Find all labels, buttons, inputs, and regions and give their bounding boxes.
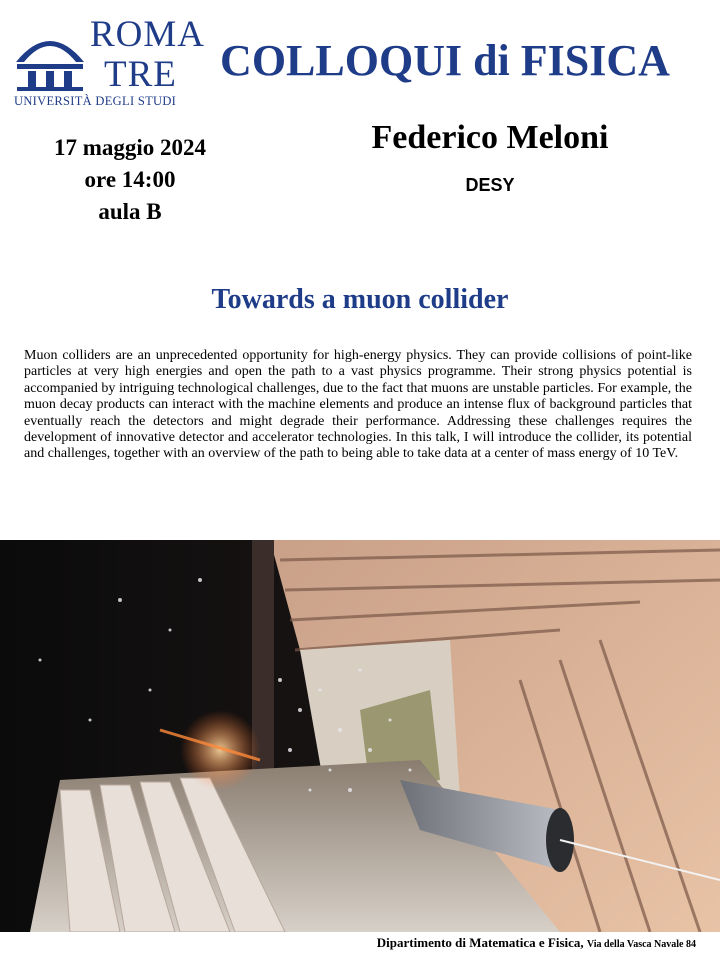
talk-abstract: Muon colliders are an unprecedented opportunity for high-energy physics. They can provide collisions of point-like particles at very high energies and open the path to a vast physics programme. Their strong physics potential is accompanied by intriguing technological challenges, due to the fact that muons are unstable particles. For example, the muon decay products can interact with the machine elements and produce an intense flux of background particles that eventually reach the detectors and might degrade their performance. Addressing these challenges requires the development of innovative detector and accelerator technologies. In this talk, I will introduce the collider, its potential and challenges, together with an overview of the path to being able to take data at a center of mass energy of 10 TeV. (24, 348, 692, 462)
logo-text-tre: TRE (104, 54, 177, 95)
footer-department: Dipartimento di Matematica e Fisica, (376, 935, 584, 950)
roma-tre-emblem-icon (14, 16, 86, 92)
event-date: 17 maggio 2024 (53, 135, 207, 160)
detector-render-image (0, 540, 720, 932)
series-title: COLLOQUI di FISICA (220, 36, 670, 85)
footer-address: Via della Vasca Navale 84 (586, 939, 696, 950)
roma-tre-logo (14, 14, 206, 108)
event-details (20, 132, 240, 228)
talk-title: Towards a muon collider (211, 284, 509, 315)
logo-text-university: UNIVERSITÀ DEGLI STUDI (14, 94, 177, 108)
muon-collider-detector-render-icon (0, 540, 720, 932)
event-time: ore 14:00 (84, 167, 176, 192)
logo-text-roma: ROMA (90, 14, 206, 55)
speaker-name: Federico Meloni (371, 119, 609, 156)
speaker-affiliation: DESY (465, 175, 515, 195)
footer (377, 935, 696, 951)
event-room: aula B (98, 199, 162, 224)
